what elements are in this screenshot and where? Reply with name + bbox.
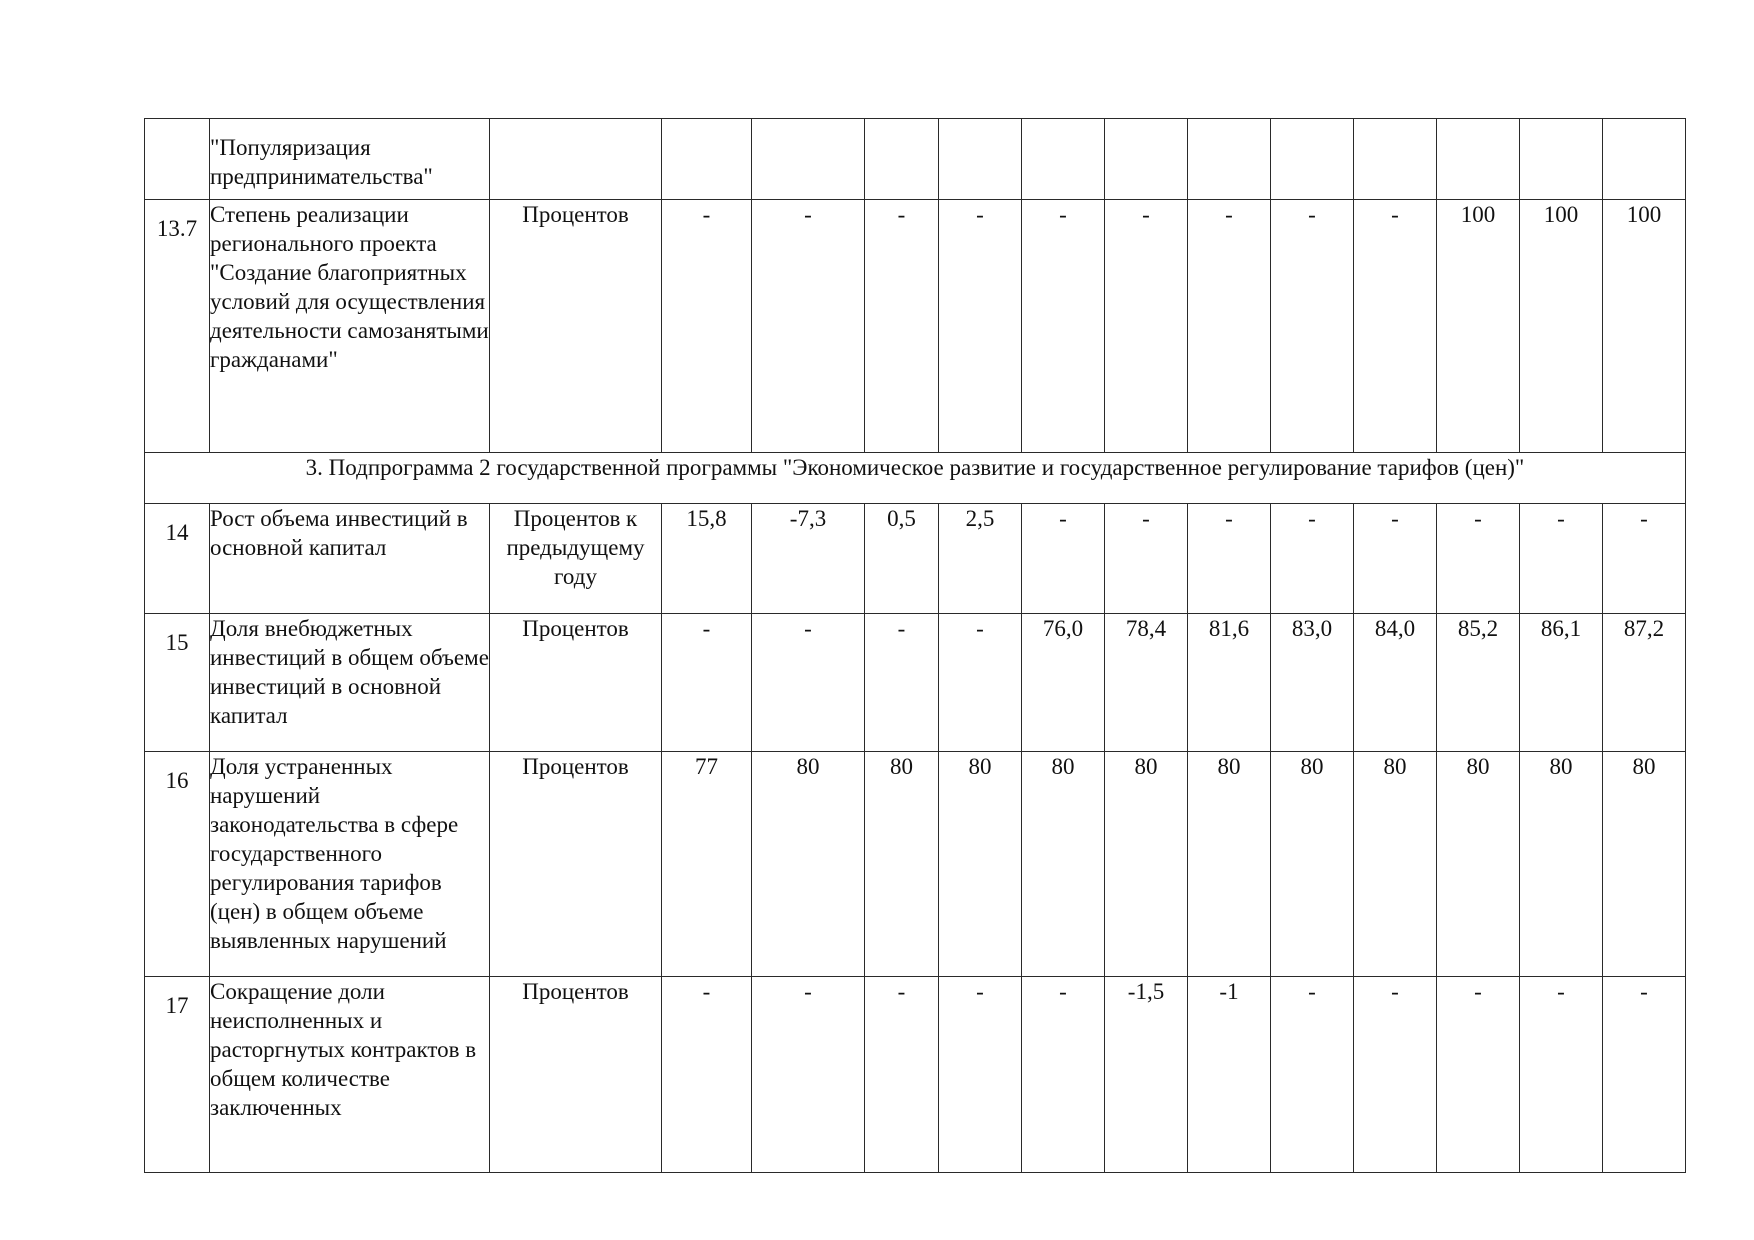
value-cell: -7,3 <box>752 504 865 614</box>
value-cell: - <box>1603 977 1686 1173</box>
value-cell: - <box>1105 504 1188 614</box>
value-cell <box>939 119 1022 200</box>
indicator-name: Степень реализации регионального проекта "Создание благоприятных условий для осуществления деятельности самозанятыми гражданами" <box>210 200 490 453</box>
indicator-name: Доля устраненных нарушений законодательства в сфере государственного регулирования тарифов (цен) в общем объеме выявленных нарушений <box>210 752 490 977</box>
value-cell: - <box>939 200 1022 453</box>
row-number: 17 <box>145 977 210 1173</box>
table-row-15 <box>145 614 1686 752</box>
value-cell: - <box>1437 504 1520 614</box>
value-cell <box>1437 119 1520 200</box>
value-cell: - <box>939 977 1022 1173</box>
unit-cell: Процентов к предыдущему году <box>490 504 662 614</box>
value-cell: 15,8 <box>662 504 752 614</box>
value-cell: - <box>1271 200 1354 453</box>
value-cell: 100 <box>1520 200 1603 453</box>
value-cell <box>865 119 939 200</box>
value-cell: 100 <box>1437 200 1520 453</box>
unit-cell: Процентов <box>490 977 662 1173</box>
value-cell: 77 <box>662 752 752 977</box>
value-cell: - <box>752 977 865 1173</box>
indicators-table <box>144 118 1686 1173</box>
value-cell: - <box>1520 977 1603 1173</box>
section-header-row <box>145 453 1686 504</box>
value-cell: - <box>1354 200 1437 453</box>
value-cell: 80 <box>1354 752 1437 977</box>
value-cell: 80 <box>1188 752 1271 977</box>
value-cell: 80 <box>1520 752 1603 977</box>
value-cell: -1,5 <box>1105 977 1188 1173</box>
value-cell: 80 <box>865 752 939 977</box>
value-cell: - <box>939 614 1022 752</box>
value-cell: 80 <box>1022 752 1105 977</box>
table-row-14 <box>145 504 1686 614</box>
unit-cell: Процентов <box>490 614 662 752</box>
value-cell: - <box>662 200 752 453</box>
value-cell <box>1022 119 1105 200</box>
value-cell: - <box>1271 977 1354 1173</box>
unit-cell <box>490 119 662 200</box>
value-cell: - <box>865 977 939 1173</box>
row-number: 14 <box>145 504 210 614</box>
indicator-name: Сокращение доли неисполненных и расторгнутых контрактов в общем количестве заключенных <box>210 977 490 1173</box>
value-cell <box>1105 119 1188 200</box>
value-cell <box>1354 119 1437 200</box>
value-cell: - <box>1520 504 1603 614</box>
value-cell: 80 <box>939 752 1022 977</box>
table-row-17 <box>145 977 1686 1173</box>
value-cell <box>662 119 752 200</box>
value-cell: 80 <box>752 752 865 977</box>
indicator-name: Доля внебюджетных инвестиций в общем объеме инвестиций в основной капитал <box>210 614 490 752</box>
value-cell: 80 <box>1105 752 1188 977</box>
value-cell: - <box>1354 504 1437 614</box>
unit-cell: Процентов <box>490 200 662 453</box>
value-cell: - <box>1188 200 1271 453</box>
table-row-16 <box>145 752 1686 977</box>
value-cell: 80 <box>1603 752 1686 977</box>
value-cell: - <box>1105 200 1188 453</box>
value-cell: -1 <box>1188 977 1271 1173</box>
value-cell: - <box>1603 504 1686 614</box>
value-cell: 0,5 <box>865 504 939 614</box>
value-cell: 84,0 <box>1354 614 1437 752</box>
table-row-continuation <box>145 119 1686 200</box>
value-cell: 2,5 <box>939 504 1022 614</box>
value-cell: - <box>1188 504 1271 614</box>
value-cell: - <box>865 200 939 453</box>
value-cell: 86,1 <box>1520 614 1603 752</box>
row-number: 15 <box>145 614 210 752</box>
value-cell: - <box>865 614 939 752</box>
value-cell <box>1520 119 1603 200</box>
indicator-name: Рост объема инвестиций в основной капитал <box>210 504 490 614</box>
value-cell: - <box>1271 504 1354 614</box>
value-cell <box>1188 119 1271 200</box>
value-cell: - <box>1022 977 1105 1173</box>
value-cell <box>1603 119 1686 200</box>
value-cell: 100 <box>1603 200 1686 453</box>
section-title: 3. Подпрограмма 2 государственной программы "Экономическое развитие и государственное регулирование тарифов (цен)" <box>145 453 1686 504</box>
value-cell: 78,4 <box>1105 614 1188 752</box>
row-number <box>145 119 210 200</box>
value-cell: - <box>1354 977 1437 1173</box>
row-number: 13.7 <box>145 200 210 453</box>
value-cell: 85,2 <box>1437 614 1520 752</box>
value-cell: 80 <box>1437 752 1520 977</box>
value-cell <box>752 119 865 200</box>
value-cell: - <box>752 200 865 453</box>
unit-cell: Процентов <box>490 752 662 977</box>
value-cell: 76,0 <box>1022 614 1105 752</box>
value-cell: 87,2 <box>1603 614 1686 752</box>
value-cell: - <box>662 977 752 1173</box>
value-cell <box>1271 119 1354 200</box>
value-cell: - <box>1022 200 1105 453</box>
value-cell: 80 <box>1271 752 1354 977</box>
value-cell: - <box>1022 504 1105 614</box>
value-cell: - <box>662 614 752 752</box>
value-cell: - <box>752 614 865 752</box>
value-cell: - <box>1437 977 1520 1173</box>
row-number: 16 <box>145 752 210 977</box>
table-row-13-7 <box>145 200 1686 453</box>
value-cell: 83,0 <box>1271 614 1354 752</box>
value-cell: 81,6 <box>1188 614 1271 752</box>
indicator-name: "Популяризация предпринимательства" <box>210 119 490 200</box>
